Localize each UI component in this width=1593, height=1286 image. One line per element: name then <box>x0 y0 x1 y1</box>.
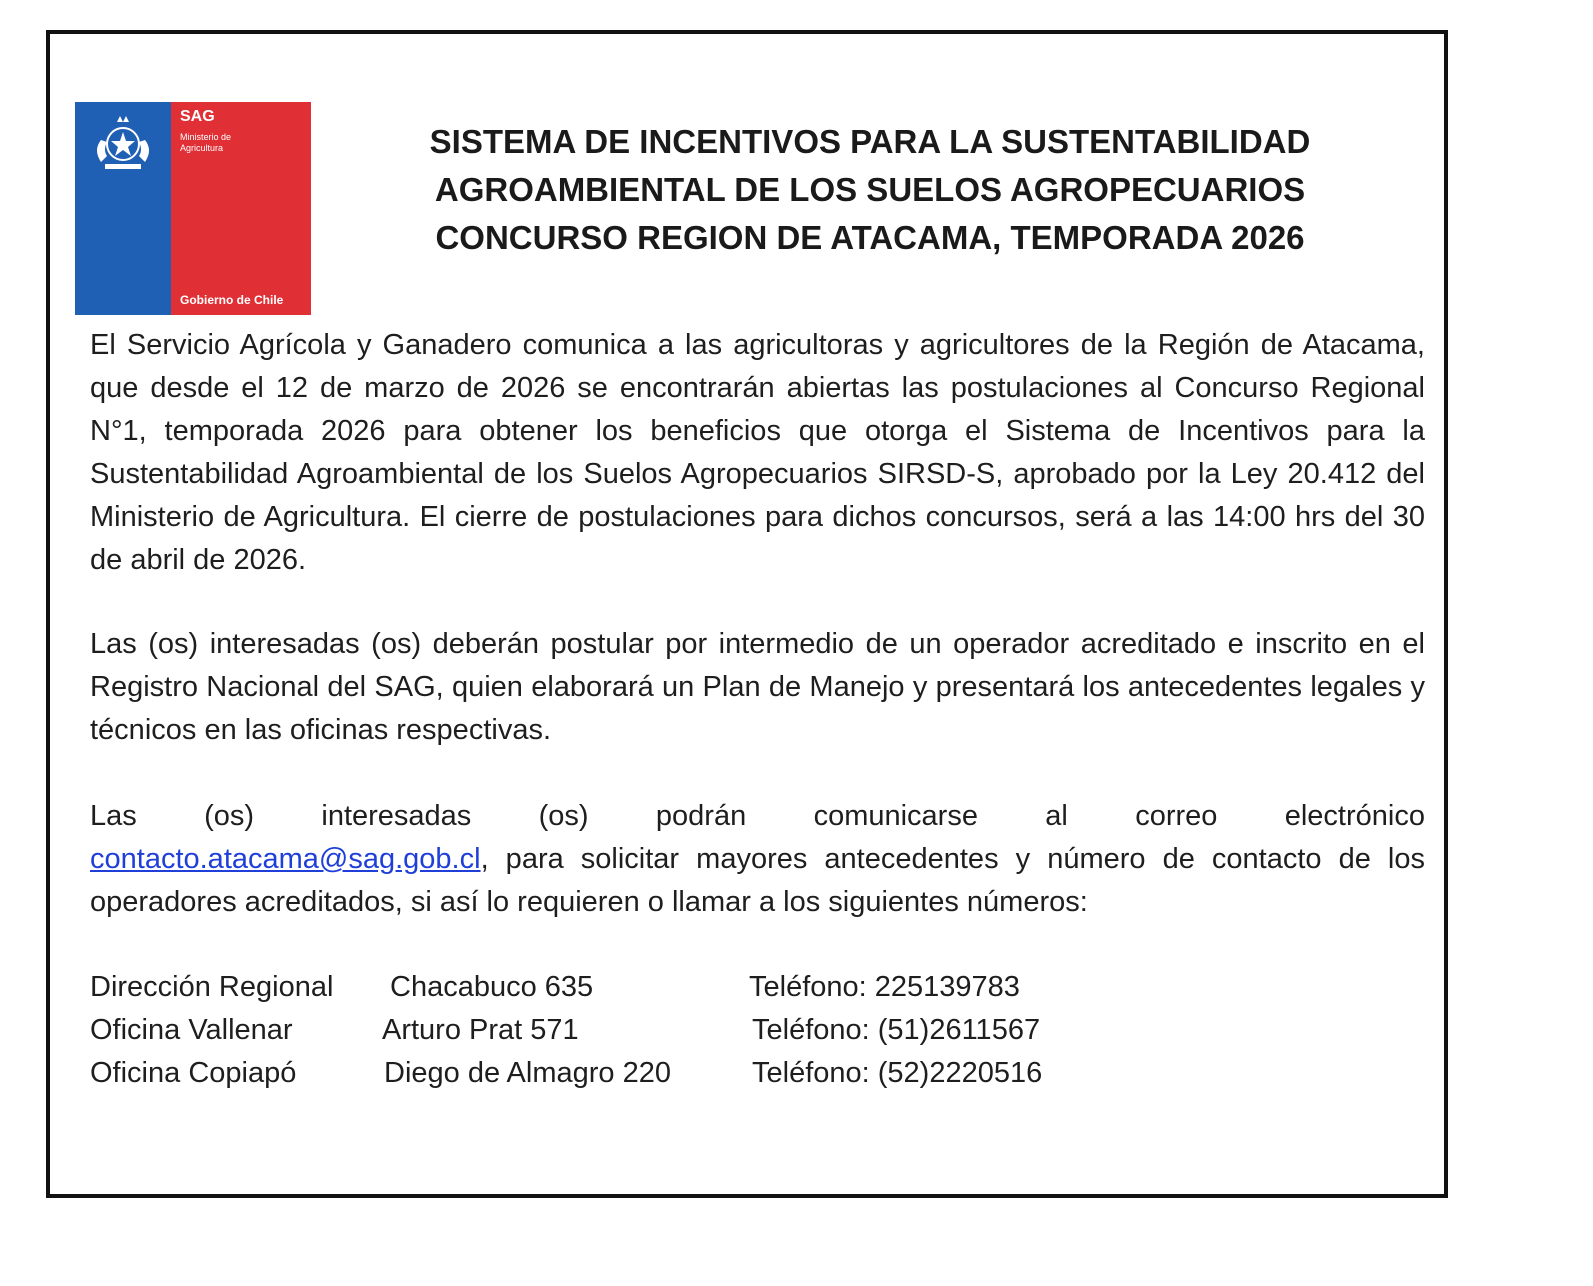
logo-government-text: Gobierno de Chile <box>180 293 284 307</box>
paragraph-contact <box>90 795 1425 924</box>
contact-address: Arturo Prat 571 <box>382 1014 579 1046</box>
word: correo <box>1135 800 1218 832</box>
word: Las <box>90 800 137 832</box>
logo-sag-text: SAG <box>180 108 215 125</box>
title-line-3: CONCURSO REGION DE ATACAMA, TEMPORADA 2026 <box>435 219 1305 256</box>
word: electrónico <box>1284 800 1425 832</box>
paragraph-requirements: Las (os) interesadas (os) deberán postular por intermedio de un operador acreditado e inscrito en el Registro Nacional del SAG, quien elaborará un Plan de Manejo y presentará los antecedentes legales y técnicos en las oficinas respectivas. <box>90 628 1425 746</box>
word: (os) <box>538 800 589 832</box>
title-line-1: SISTEMA DE INCENTIVOS PARA LA SUSTENTABILIDAD <box>429 123 1311 160</box>
word: interesadas <box>321 800 472 832</box>
logo-blue-panel <box>75 102 171 315</box>
paragraph-contact-rest <box>90 838 1425 924</box>
logo-red-panel <box>171 102 311 315</box>
contact-office: Oficina Vallenar <box>90 1014 293 1046</box>
coat-of-arms-icon <box>87 110 159 182</box>
word: podrán <box>655 800 747 832</box>
paragraph-announcement: El Servicio Agrícola y Ganadero comunica a las agricultoras y agricultores de la Región de Atacama, que desde el 12 de marzo de 2026 se encontrarán abiertas las postulaciones al Concurso Regional N°1, temporada 2026 para obtener los beneficios que otorga el Sistema de Incentivos para la Sustentabilidad Agroambiental de los Suelos Agropecuarios SIRSD-S, aprobado por la Ley 20.412 del Ministerio de Agricultura. El cierre de postulaciones para dichos concursos, será a las 14:00 hrs del 30 de abril de 2026. <box>90 329 1425 576</box>
word: comunicarse <box>813 800 978 832</box>
contact-phone: Teléfono: (52)2220516 <box>752 1057 1043 1089</box>
paragraph-contact-tail: , para solicitar mayores antecedentes y número de contacto de los operadores acreditados, si así lo requieren o llamar a los siguientes números: <box>90 843 1425 918</box>
contact-office: Oficina Copiapó <box>90 1057 297 1089</box>
notice-title <box>380 118 1360 262</box>
paragraph-contact-first-line <box>90 795 1425 838</box>
contact-office: Dirección Regional <box>90 971 334 1003</box>
title-line-2: AGROAMBIENTAL DE LOS SUELOS AGROPECUARIOS <box>434 171 1306 208</box>
contact-phone: Teléfono: (51)2611567 <box>752 1014 1041 1046</box>
word: al <box>1045 800 1068 832</box>
logo-ministry-text: Ministerio de Agricultura <box>180 132 232 153</box>
contact-address: Chacabuco 635 <box>390 971 594 1003</box>
email-link[interactable]: contacto.atacama@sag.gob.cl <box>90 843 481 875</box>
contact-phone: Teléfono: 225139783 <box>749 971 1020 1003</box>
word: (os) <box>204 800 255 832</box>
sag-logo <box>75 102 311 315</box>
contact-address: Diego de Almagro 220 <box>384 1057 671 1089</box>
